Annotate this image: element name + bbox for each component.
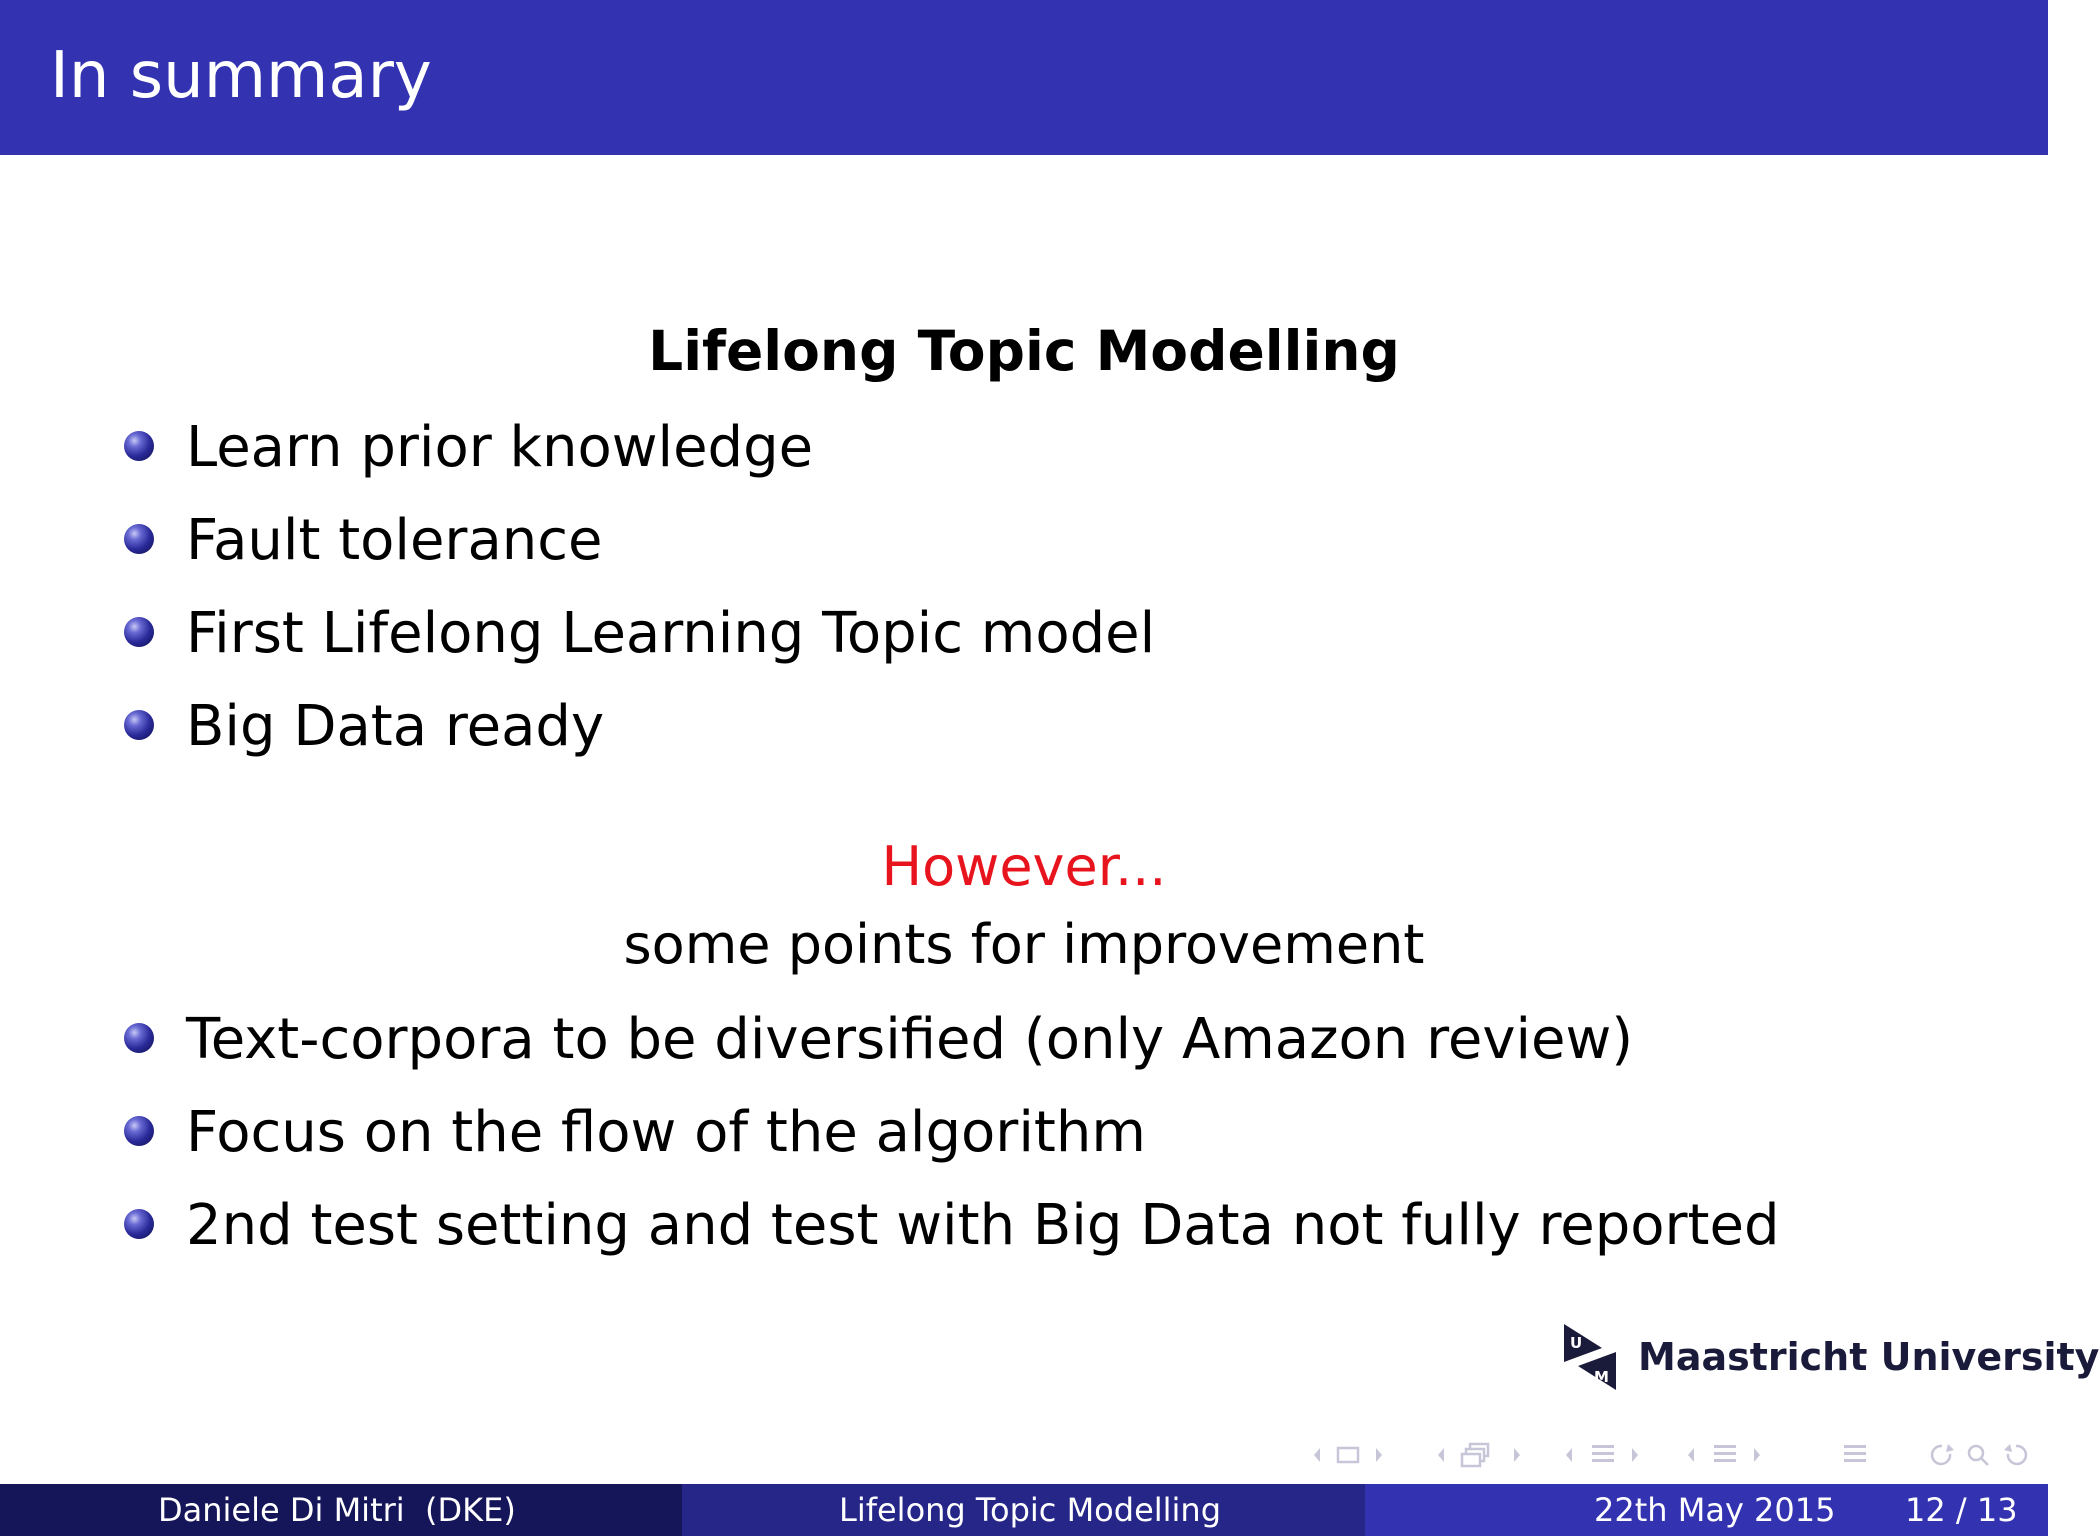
footer-title: Lifelong Topic Modelling (839, 1491, 1222, 1529)
footline (0, 1484, 2048, 1536)
footer-date: 22th May 2015 (1594, 1491, 1836, 1529)
nav-section-icon[interactable] (1562, 1440, 1662, 1470)
list-item-text: Text-corpora to be diversified (only Amazon review) (186, 1007, 1634, 1072)
ball-bullet-icon (124, 431, 154, 461)
ball-bullet-icon (124, 617, 154, 647)
footer-author: Daniele Di Mitri (DKE) (158, 1491, 516, 1529)
list-item-text: Learn prior knowledge (186, 415, 814, 480)
nav-align-icon[interactable] (1838, 1440, 1878, 1470)
footline-author-box (0, 1484, 682, 1536)
improvement-intro: some points for improvement (623, 913, 1425, 976)
section-heading: Lifelong Topic Modelling (648, 319, 1400, 383)
list-item-text: First Lifelong Learning Topic model (186, 601, 1156, 666)
university-logo (1562, 1322, 2099, 1394)
nav-frame-icon[interactable] (1310, 1440, 1410, 1470)
list-item-text: 2nd test setting and test with Big Data not fully reported (186, 1193, 1780, 1258)
ball-bullet-icon (124, 1023, 154, 1053)
nav-search-icon[interactable] (1926, 1440, 2036, 1470)
list-item-text: Big Data ready (186, 694, 605, 759)
however-alert: However... (881, 835, 1167, 898)
ball-bullet-icon (124, 1209, 154, 1239)
ball-bullet-icon (124, 524, 154, 554)
list-item-text: Focus on the flow of the algorithm (186, 1100, 1146, 1165)
logo-letter-m: M (1594, 1368, 1609, 1386)
beamer-navigation (1310, 1440, 2040, 1470)
footer-page-number: 12 / 13 (1905, 1491, 2018, 1529)
footline-title-box (682, 1484, 1365, 1536)
um-logo-icon (1562, 1322, 1618, 1392)
frame-title-bar (0, 0, 2048, 155)
ball-bullet-icon (124, 710, 154, 740)
nav-document-icon[interactable] (1684, 1440, 1784, 1470)
logo-letter-u: U (1570, 1334, 1583, 1352)
logo-text: Maastricht University (1638, 1335, 2099, 1379)
nav-subsection-icon[interactable] (1434, 1440, 1538, 1470)
ball-bullet-icon (124, 1116, 154, 1146)
list-item-text: Fault tolerance (186, 508, 603, 573)
footline-date-box (1365, 1484, 2048, 1536)
frame-title: In summary (50, 39, 432, 113)
